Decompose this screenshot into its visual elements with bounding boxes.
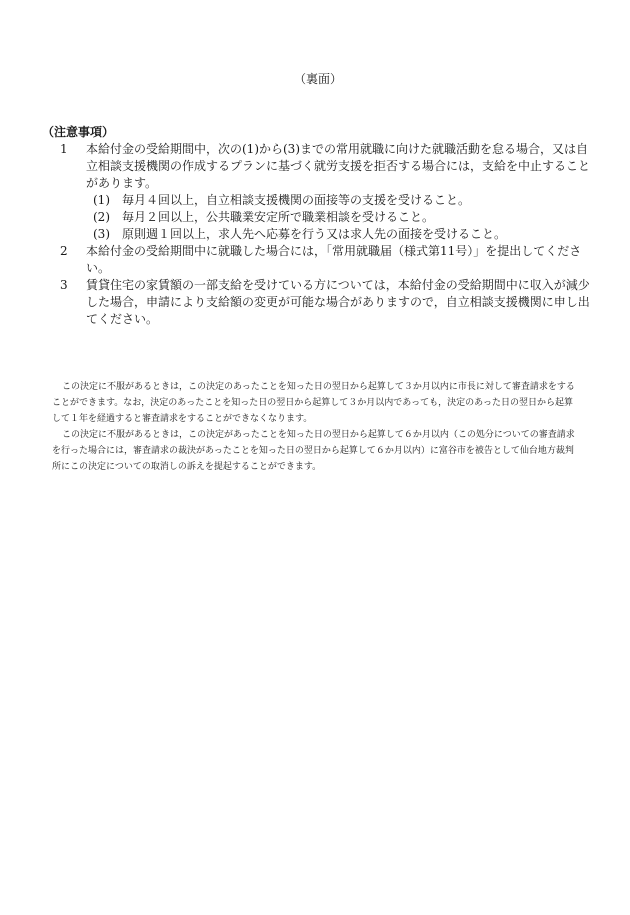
note-item-2: [46, 243, 594, 277]
note-item-3: [46, 277, 594, 328]
note-subitem-1: [46, 192, 594, 209]
note-number: 2: [60, 244, 68, 258]
note-text: 本給付金の受給期間中に就職した場合には，「常用就職届（様式第11号）」を提出してください。: [86, 244, 582, 275]
note-subitem-3: [46, 226, 594, 243]
note-number: 1: [60, 142, 68, 156]
note-text: 賃貸住宅の家賃額の一部支給を受けている方については，本給付金の受給期間中に収入が減少した場合，申請により支給額の変更が可能な場合がありますので，自立相談支援機関に申し出てください。: [86, 278, 590, 326]
notes-heading: （注意事項）: [42, 125, 115, 139]
note-number: 3: [60, 278, 68, 292]
note-text: 本給付金の受給期間中，次の(1)から(3)までの常用就職に向けた就職活動を怠る場合，又は自立相談支援機関の作成するプランに基づく就労支援を拒否する場合には，支給を中止することがあります。: [86, 142, 591, 190]
note-item-1: [46, 141, 594, 192]
note-subitem-text: (2) 毎月２回以上，公共職業安定所で職業相談を受けること。: [93, 210, 435, 224]
appeal-notice-paragraph-1: この決定に不服があるときは，この決定のあったことを知った日の翌日から起算して３か月以内に市長に対して審査請求をすることができます。なお，決定のあったことを知った日の翌日から起算して３か月以内であっても，決定のあった日の翌日から起算して１年を経過すると審査請求をすることができなくなります。: [52, 382, 575, 424]
appeal-notice: [52, 379, 580, 475]
note-subitem-text: (1) 毎月４回以上，自立相談支援機関の面接等の支援を受けること。: [93, 193, 471, 207]
note-subitem-2: [46, 209, 594, 226]
page-header: （裏面）: [293, 72, 342, 86]
notes-section: [42, 124, 594, 328]
appeal-notice-paragraph-2: この決定に不服があるときは，この決定があったことを知った日の翌日から起算して６か月以内（この処分についての審査請求を行った場合には，審査請求の裁決があったことを知った日の翌日から起算して６か月以内）に富谷市を被告として仙台地方裁判所にこの決定についての取消しの訴えを提起することができます。: [52, 430, 575, 472]
note-subitem-text: (3) 原則週１回以上，求人先へ応募を行う又は求人先の面接を受けること。: [93, 227, 507, 241]
